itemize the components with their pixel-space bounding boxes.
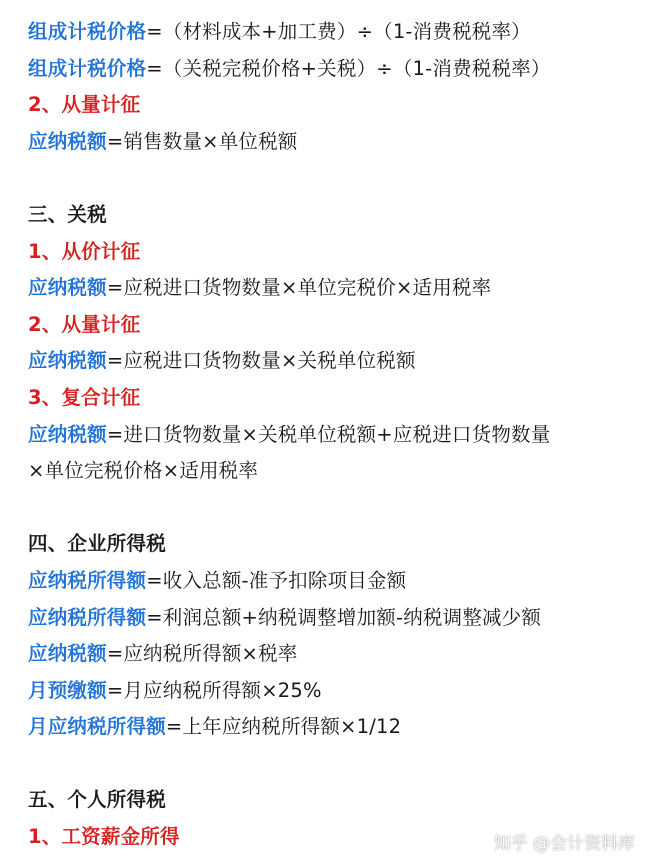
formula-expression: =销售数量×单位税额 [106, 129, 298, 153]
spacer [28, 160, 643, 197]
formula-term: 月应纳税所得额 [28, 715, 166, 739]
subheading-text: 2、从量计征 [28, 93, 141, 117]
formula-term: 应纳税额 [28, 129, 107, 153]
formula-line [28, 417, 643, 454]
subheading [28, 87, 643, 124]
formula-expression-continued: ×单位完税价格×适用税率 [28, 459, 259, 483]
formula-line [28, 14, 643, 51]
subheading [28, 234, 643, 271]
formula-term: 组成计税价格 [28, 56, 147, 80]
section-heading-text: 五、个人所得税 [28, 788, 166, 812]
section-heading-text: 三、关税 [28, 202, 107, 226]
spacer [28, 746, 643, 783]
section-heading-text: 四、企业所得税 [28, 532, 166, 556]
subheading-text: 2、从量计征 [28, 312, 141, 336]
subheading [28, 307, 643, 344]
document-body [28, 14, 643, 856]
section-heading [28, 197, 643, 234]
formula-expression: =收入总额-准予扣除项目金额 [146, 568, 407, 592]
formula-term: 应纳税额 [28, 349, 107, 373]
formula-expression: =应税进口货物数量×单位完税价×适用税率 [106, 276, 492, 300]
formula-line [28, 563, 643, 600]
formula-expression: =应税进口货物数量×关税单位税额 [106, 349, 416, 373]
formula-line [28, 673, 643, 710]
formula-expression: =月应纳税所得额×25% [106, 678, 322, 702]
subheading-text: 3、复合计征 [28, 385, 141, 409]
subheading [28, 380, 643, 417]
formula-term: 应纳税额 [28, 642, 107, 666]
formula-expression: =（材料成本+加工费）÷（1-消费税税率） [146, 20, 531, 43]
watermark: 知乎 @会计资料库 [493, 834, 635, 854]
formula-term: 月预缴额 [28, 678, 107, 702]
spacer [28, 490, 643, 527]
subheading-text: 1、从价计征 [28, 239, 141, 263]
formula-term: 应纳税所得额 [28, 605, 147, 629]
formula-line [28, 636, 643, 673]
section-heading [28, 782, 643, 819]
formula-line [28, 51, 643, 88]
section-heading [28, 526, 643, 563]
subheading-text: 1、工资薪金所得 [28, 825, 180, 849]
formula-line [28, 343, 643, 380]
formula-line [28, 124, 643, 161]
formula-expression: =应纳税所得额×税率 [106, 642, 298, 666]
formula-line [28, 600, 643, 637]
formula-term: 应纳税额 [28, 276, 107, 300]
formula-line-continuation [28, 453, 643, 490]
formula-term: 应纳税额 [28, 422, 107, 446]
formula-line [28, 709, 643, 746]
formula-term: 应纳税所得额 [28, 568, 147, 592]
formula-line [28, 270, 643, 307]
formula-expression: =进口货物数量×关税单位税额+应税进口货物数量 [106, 422, 551, 446]
formula-term: 组成计税价格 [28, 20, 147, 43]
formula-expression: =上年应纳税所得额×1/12 [165, 715, 402, 739]
formula-expression: =（关税完税价格+关税）÷（1-消费税税率） [146, 56, 551, 80]
formula-expression: =利润总额+纳税调整增加额-纳税调整减少额 [146, 605, 542, 629]
